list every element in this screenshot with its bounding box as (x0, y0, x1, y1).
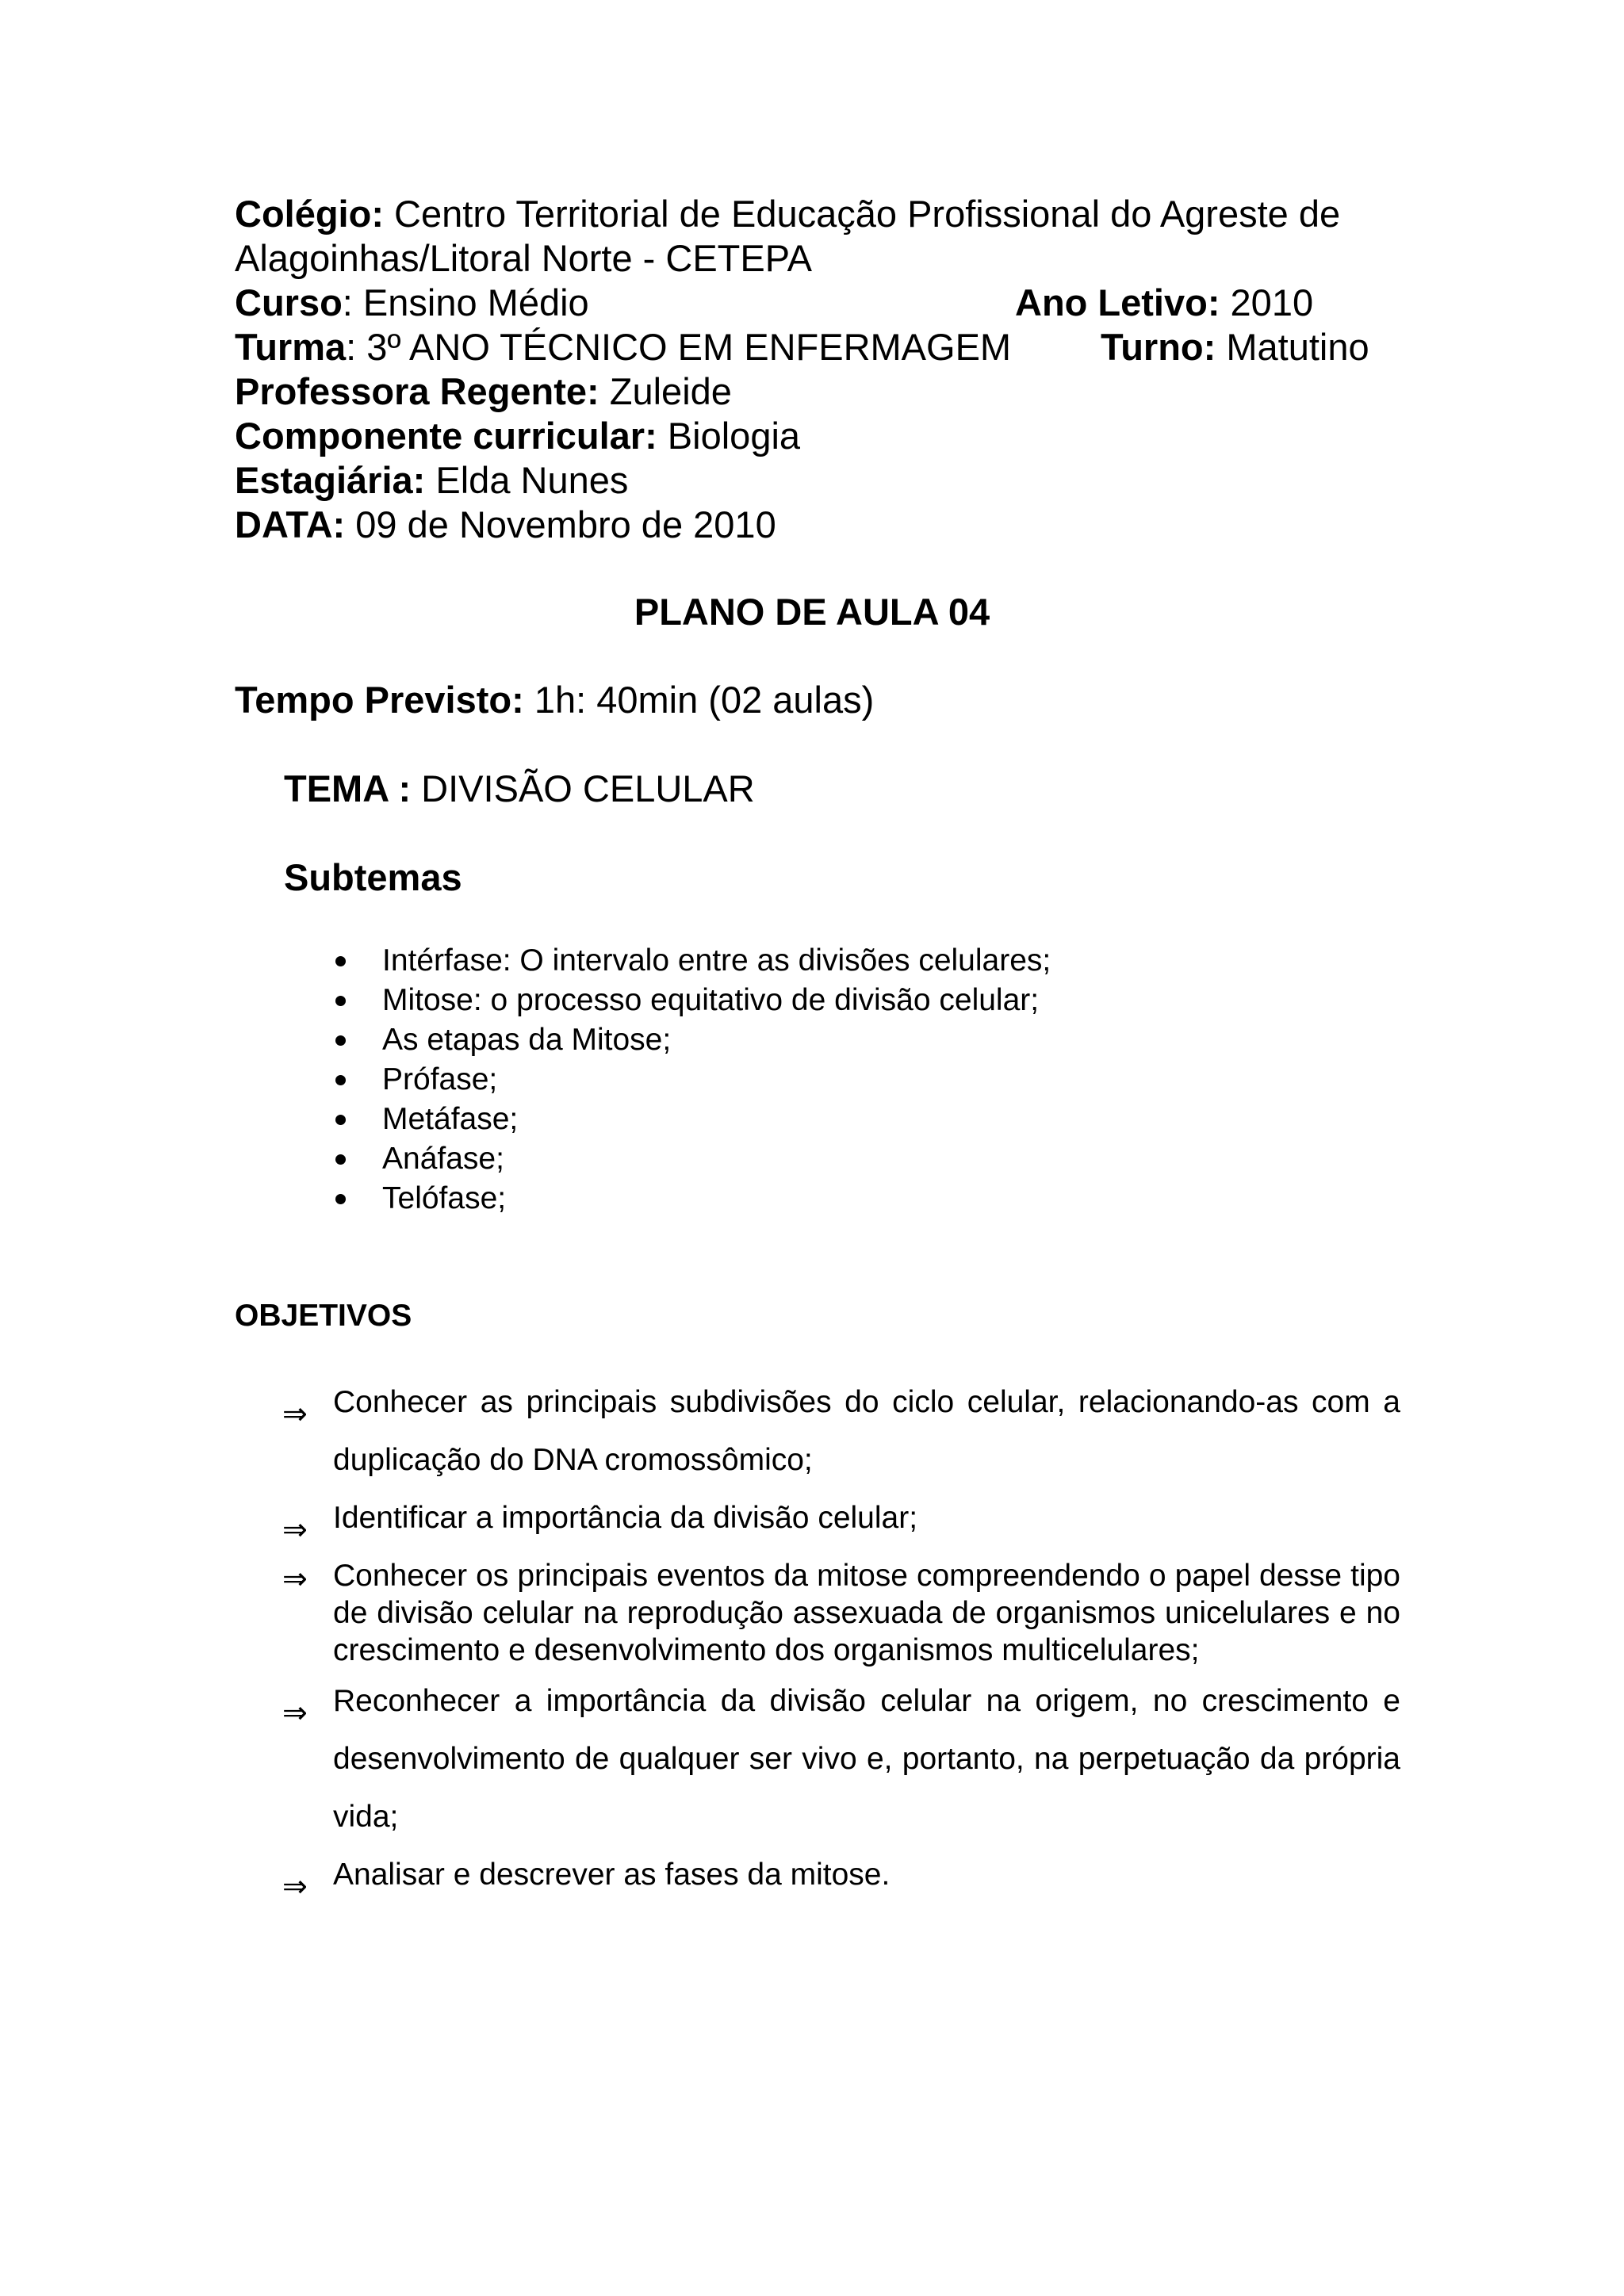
list-item (282, 1672, 1400, 1846)
estagiaria-label: Estagiária: (235, 459, 426, 501)
list-item (282, 1373, 1400, 1489)
curso-label: Curso (235, 281, 343, 323)
header-block (235, 192, 1392, 547)
list-item (333, 981, 1051, 1020)
bullet-icon (335, 996, 346, 1006)
professora-line (235, 369, 1392, 414)
implies-arrow-icon: ⇒ (282, 1396, 308, 1431)
implies-arrow-icon: ⇒ (282, 1869, 308, 1904)
subtema-text: As etapas da Mitose; (382, 1023, 672, 1057)
turma-label: Turma (235, 326, 347, 368)
estagiaria-line (235, 458, 1392, 503)
subtemas-heading: Subtemas (284, 856, 462, 898)
turno-value: Matutino (1216, 326, 1369, 368)
bullet-icon (335, 1035, 346, 1046)
professora-value: Zuleide (599, 370, 732, 412)
objetivo-text: Analisar e descrever as fases da mitose. (333, 1858, 891, 1892)
implies-arrow-icon: ⇒ (282, 1512, 308, 1547)
list-item (333, 1020, 1051, 1060)
bullet-icon (335, 956, 346, 966)
curso-line (235, 281, 1392, 325)
implies-arrow-icon: ⇒ (282, 1695, 308, 1730)
componente-line (235, 414, 1392, 458)
objetivo-text: Reconhecer a importância da divisão celular na origem, no crescimento e desenvolvimento de qualquer ser vivo e, portanto, na perpetuação da própria vida; (333, 1684, 1400, 1834)
colegio-label: Colégio: (235, 193, 384, 235)
colegio-value: Centro Territorial de Educação Profissional do Agreste de Alagoinhas/Litoral Norte - CETEPA (235, 193, 1341, 279)
tempo-label: Tempo Previsto: (235, 679, 524, 721)
colegio-line (235, 192, 1392, 281)
tema-line (284, 767, 755, 811)
data-value: 09 de Novembro de 2010 (345, 503, 776, 545)
list-item (282, 1846, 1400, 1904)
tempo-previsto-line (235, 678, 874, 722)
ano-letivo-label: Ano Letivo: (1015, 281, 1220, 323)
plan-title: PLANO DE AULA 04 (634, 591, 990, 633)
list-item (333, 941, 1051, 981)
estagiaria-value: Elda Nunes (425, 459, 629, 501)
subtema-text: Telófase; (382, 1181, 507, 1215)
subtemas-list (333, 941, 1051, 1219)
tema-value: DIVISÃO CELULAR (411, 767, 755, 809)
objetivo-text: Conhecer os principais eventos da mitose compreendendo o papel desse tipo de divisão celular na reprodução assexuada de organismos unicelulares e no crescimento e desenvolvimento dos organismos multicelulares; (333, 1559, 1400, 1667)
bullet-icon (335, 1075, 346, 1085)
curso-value: : Ensino Médio (342, 281, 589, 323)
turno-label: Turno: (1101, 326, 1216, 368)
subtema-text: Anáfase; (382, 1142, 504, 1176)
bullet-icon (335, 1194, 346, 1204)
subtema-text: Intérfase: O intervalo entre as divisões celulares; (382, 943, 1051, 978)
implies-arrow-icon: ⇒ (282, 1561, 308, 1596)
objetivo-text: Conhecer as principais subdivisões do ciclo celular, relacionando-as com a duplicação do DNA cromossômico; (333, 1385, 1400, 1477)
bullet-icon (335, 1115, 346, 1125)
componente-value: Biologia (657, 415, 801, 457)
list-item (282, 1489, 1400, 1547)
objetivos-list (282, 1373, 1400, 1904)
data-label: DATA: (235, 503, 346, 545)
turma-value: : 3º ANO TÉCNICO EM ENFERMAGEM (346, 326, 1012, 368)
turno-field (1101, 325, 1369, 369)
turma-line (235, 325, 1392, 369)
list-item (333, 1179, 1051, 1219)
objetivos-heading: OBJETIVOS (235, 1299, 412, 1333)
ano-letivo-value: 2010 (1220, 281, 1314, 323)
ano-letivo-field (1015, 281, 1313, 325)
tempo-value: 1h: 40min (02 aulas) (523, 679, 875, 721)
bullet-icon (335, 1154, 346, 1165)
subtema-text: Prófase; (382, 1062, 498, 1096)
subtema-text: Mitose: o processo equitativo de divisão celular; (382, 983, 1040, 1017)
data-line (235, 503, 1392, 547)
professora-label: Professora Regente: (235, 370, 599, 412)
componente-label: Componente curricular: (235, 415, 657, 457)
tema-label: TEMA : (284, 767, 412, 809)
subtema-text: Metáfase; (382, 1102, 519, 1136)
list-item (333, 1100, 1051, 1139)
list-item (333, 1139, 1051, 1179)
objetivo-text: Identificar a importância da divisão celular; (333, 1501, 918, 1535)
list-item (333, 1060, 1051, 1100)
list-item (282, 1557, 1400, 1669)
